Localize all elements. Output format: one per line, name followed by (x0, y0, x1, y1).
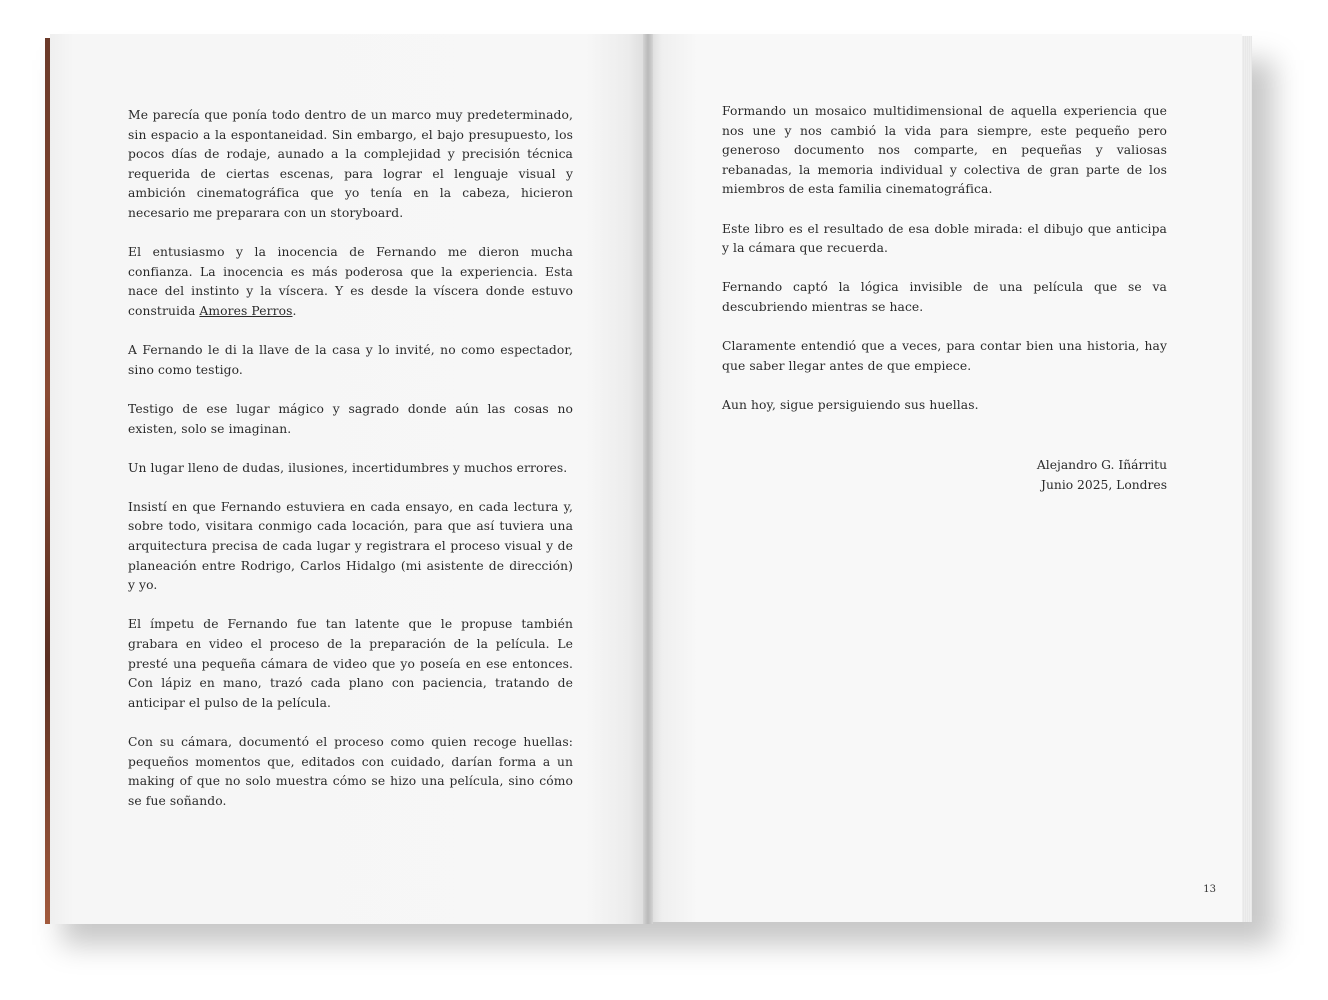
paragraph-text: El entusiasmo y la inocencia de Fernando me dieron mucha confianza. La inocencia es más poderosa que la experiencia. Esta nace del instinto y la víscera. Y es desde la víscera donde estuvo construida (128, 245, 573, 318)
paragraph: A Fernando le di la llave de la casa y lo invité, no como espectador, sino como testigo. (128, 343, 573, 377)
signature-date: Junio 2025, Londres (1041, 477, 1167, 492)
paragraph: Formando un mosaico multidimensional de aquella experiencia que nos une y nos cambió la vida para siempre, este pequeño pero generoso documento nos comparte, en pequeñas y valiosas rebanadas, la memoria individual y colectiva de gran parte de los miembros de esta familia cinematográfica. (722, 104, 1167, 197)
paragraph: Insistí en que Fernando estuviera en cada ensayo, en cada lectura y, sobre todo, visitara conmigo cada locación, para que así tuviera una arquitectura precisa de cada lugar y registrara el proceso visual y de planeación entre Rodrigo, Carlos Hidalgo (mi asistente de dirección) y yo. (128, 499, 573, 593)
paragraph: Testigo de ese lugar mágico y sagrado donde aún las cosas no existen, solo se imaginan. (128, 401, 573, 436)
paragraph (128, 243, 573, 321)
film-title: Amores Perros (199, 303, 293, 318)
paragraph: Aun hoy, sigue persiguiendo sus huellas. (722, 397, 979, 412)
paragraph: Con su cámara, documentó el proceso como quien recoge huellas: pequeños momentos que, editados con cuidado, darían forma a un making of que no solo muestra cómo se hizo una película, sino cómo se fue soñando. (128, 735, 573, 808)
paragraph: Un lugar lleno de dudas, ilusiones, incertidumbres y muchos errores. (128, 460, 568, 475)
book-gutter (643, 34, 653, 924)
signature-name: Alejandro G. Iñárritu (1036, 458, 1167, 472)
paragraph: Este libro es el resultado de esa doble mirada: el dibujo que anticipa y la cámara que recuerda. (722, 221, 1167, 256)
paragraph: Fernando captó la lógica invisible de una película que se va descubriendo mientras se hace. (722, 280, 1167, 314)
right-page-text (722, 102, 1167, 435)
paragraph-text: . (292, 303, 297, 318)
paragraph: Me parecía que ponía todo dentro de un marco muy predeterminado, sin espacio a la espontaneidad. Sin embargo, el bajo presupuesto, los pocos días de rodaje, aunado a la complejidad y precisión técnica requerida de ciertas escenas, para lograr el lenguaje visual y ambición cinematográfica que yo tenía en la cabeza, hicieron necesario me preparara con un storyboard. (128, 108, 573, 220)
page-number: 13 (1203, 884, 1216, 895)
signature-block (900, 456, 1167, 495)
paragraph: Claramente entendió que a veces, para contar bien una historia, hay que saber llegar antes de que empiece. (722, 339, 1167, 373)
left-page-text (128, 106, 573, 831)
paragraph: El ímpetu de Fernando fue tan latente que le propuse también grabara en video el proceso de la preparación de la película. Le presté una pequeña cámara de video que yo poseía en ese entonces. Con lápiz en mano, trazó cada plano con paciencia, tratando de anticipar el pulso de la película. (128, 617, 573, 710)
